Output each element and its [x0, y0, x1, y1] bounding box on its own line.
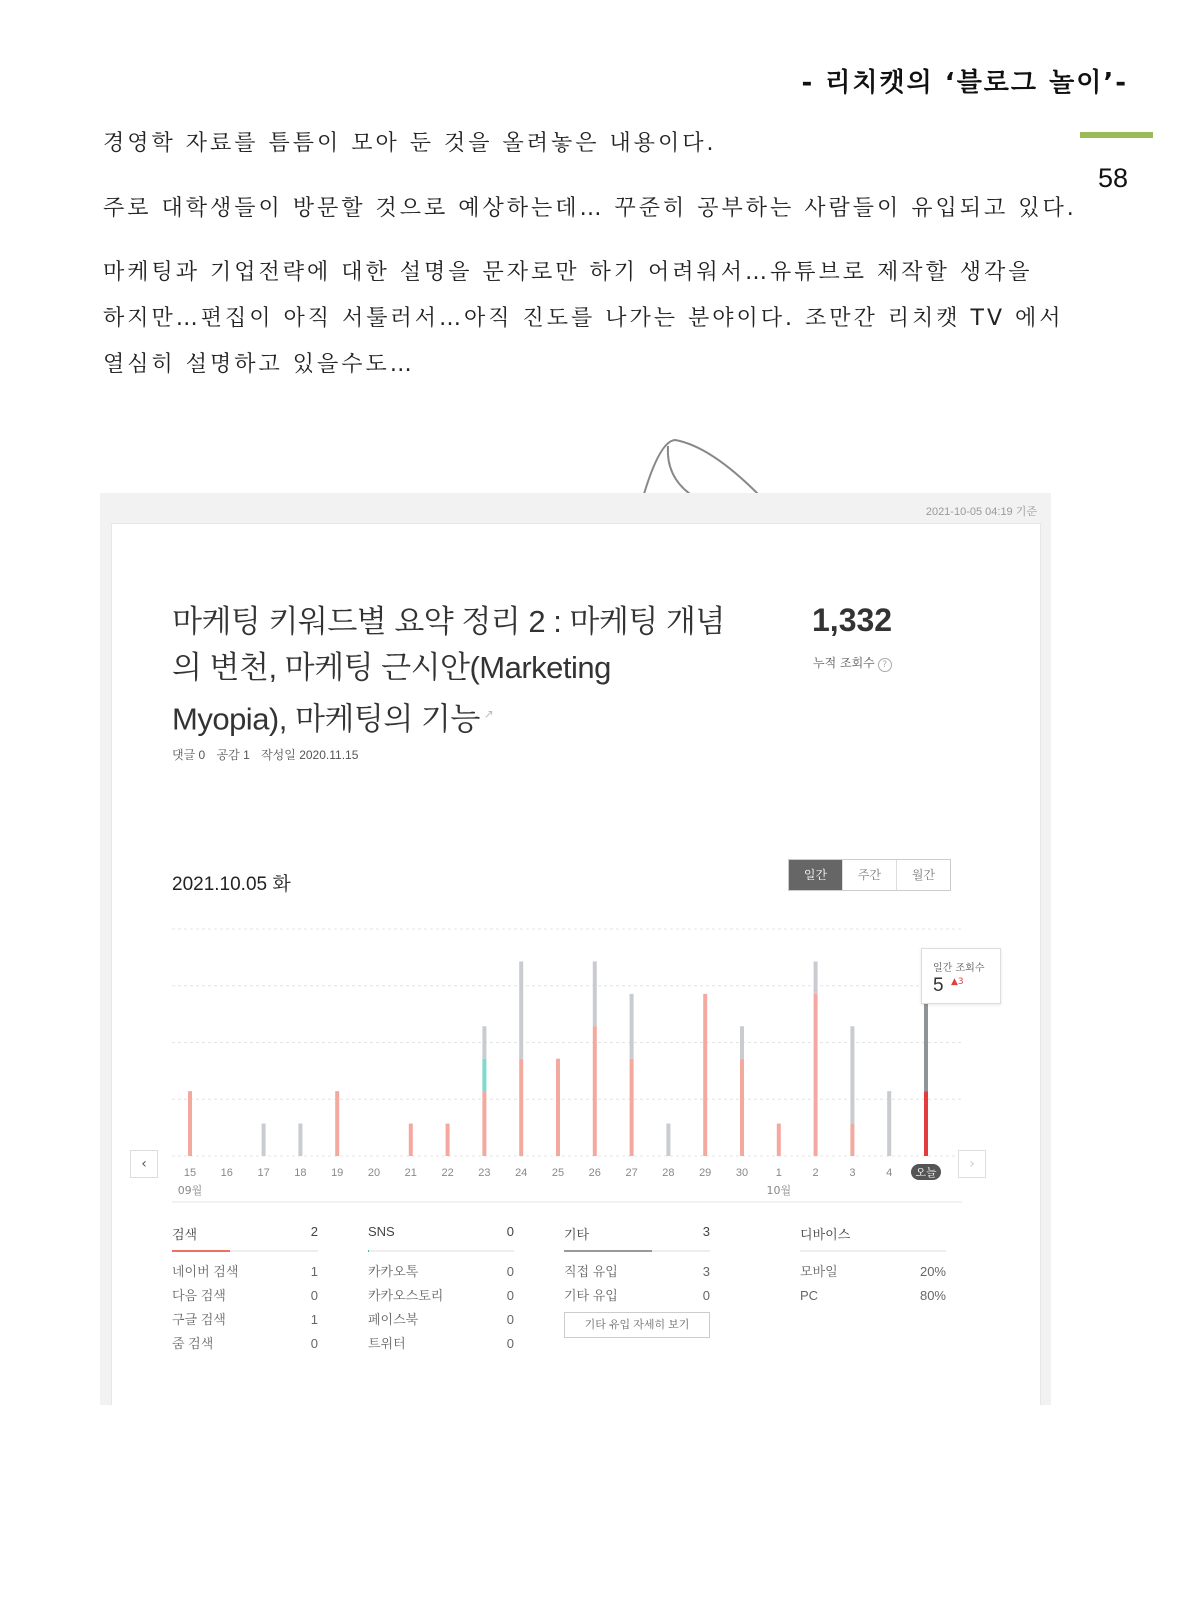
source-name: 기타 — [564, 1227, 590, 1242]
source-row — [368, 1284, 514, 1308]
chart-tick-label: 25 — [551, 1167, 565, 1179]
chart-bar — [814, 961, 818, 993]
source-share-bar — [368, 1250, 369, 1252]
chart-month-label: 10월 — [766, 1184, 792, 1197]
chart-bar — [482, 1091, 486, 1156]
source-row — [800, 1260, 946, 1284]
tab-weekly[interactable]: 주간 — [842, 860, 896, 890]
source-row-label: 줌 검색 — [172, 1336, 214, 1351]
source-row-label: 네이버 검색 — [172, 1264, 239, 1279]
chart-bar — [777, 1124, 781, 1156]
source-header — [172, 1224, 318, 1252]
chart-bar — [814, 994, 818, 1156]
chart-tick-label: 오늘 — [915, 1166, 937, 1179]
source-name: 디바이스 — [800, 1227, 851, 1242]
source-row-label: 기타 유입 — [564, 1288, 618, 1303]
source-total: 3 — [702, 1224, 710, 1239]
basis-time: 2021-10-05 04:19 기준 — [925, 506, 1037, 518]
chart-bar — [630, 994, 634, 1059]
total-views: 1,332 — [812, 602, 893, 638]
chart-next-button[interactable]: › — [958, 1150, 986, 1178]
source-row-value: 1 — [310, 1312, 318, 1327]
source-row — [368, 1308, 514, 1332]
source-name: SNS — [368, 1224, 395, 1239]
daily-views-chart — [112, 904, 1040, 1204]
post-title-text: 마케팅 키워드별 요약 정리 2 : 마케팅 개념의 변천, 마케팅 근시안(Marketing Myopia), 마케팅의 기능 — [172, 604, 725, 737]
chart-bar — [482, 1059, 486, 1091]
chart-bar — [335, 1091, 339, 1156]
source-column-4 — [800, 1224, 946, 1308]
chart-date: 2021.10.05 화 — [172, 874, 291, 895]
chart-tick-label: 30 — [735, 1167, 749, 1179]
source-row-value: 20% — [919, 1264, 946, 1279]
source-column-2 — [368, 1224, 514, 1356]
source-row — [368, 1332, 514, 1356]
source-row-value: 80% — [919, 1288, 946, 1303]
source-row — [172, 1308, 318, 1332]
total-views-label-text: 누적 조회수 — [813, 656, 875, 670]
chart-bar — [298, 1124, 302, 1156]
source-header — [368, 1224, 514, 1252]
chart-bar — [740, 1026, 744, 1058]
chart-bar — [850, 1124, 854, 1156]
header-title: - 리치캣의 ‘블로그 놀이’- — [801, 68, 1128, 98]
paragraph-1: 경영학 자료를 틈틈이 모아 둔 것을 올려놓은 내용이다. — [103, 131, 717, 156]
help-icon[interactable]: ? — [878, 658, 892, 672]
source-row-label: 카카오스토리 — [368, 1288, 444, 1303]
chart-tick-label: 21 — [404, 1167, 417, 1179]
cat-ear-doodle-icon — [640, 436, 770, 496]
chart-bar — [703, 994, 707, 1156]
paragraph-2: 주로 대학생들이 방문할 것으로 예상하는데… 꾸준히 공부하는 사람들이 유입되고 있다. — [103, 196, 1077, 221]
paragraph-3-line-2: 하지만…편집이 아직 서툴러서…아직 진도를 나가는 분야이다. 조만간 리치캣 TV 에서 — [103, 306, 1064, 331]
source-share-bar — [564, 1250, 652, 1252]
chart-tick-label: 26 — [588, 1167, 601, 1179]
source-header — [564, 1224, 710, 1252]
source-row-label: 모바일 — [800, 1264, 838, 1279]
post-meta — [172, 746, 366, 763]
chart-bar — [740, 1059, 744, 1156]
chart-bar — [519, 961, 523, 1058]
chart-tick-label: 4 — [886, 1167, 893, 1179]
chart-bar — [850, 1026, 854, 1123]
post-date: 작성일 2020.11.15 — [261, 748, 359, 762]
period-tabs — [788, 859, 951, 891]
chart-bar — [482, 1026, 486, 1058]
tooltip-value: 5 — [933, 975, 944, 996]
source-name: 검색 — [172, 1227, 198, 1242]
chart-bar — [188, 1091, 192, 1156]
source-row-label: 카카오톡 — [368, 1264, 419, 1279]
source-row-label: PC — [800, 1288, 819, 1303]
chart-tick-label: 20 — [367, 1167, 381, 1179]
source-row-label: 직접 유입 — [564, 1264, 618, 1279]
chart-tick-label: 22 — [441, 1167, 454, 1179]
source-row-value: 1 — [310, 1264, 318, 1279]
paragraph-3-line-1: 마케팅과 기업전략에 대한 설명을 문자로만 하기 어려워서…유튜브로 제작할 생각을 — [103, 260, 1033, 285]
chart-bar — [446, 1124, 450, 1156]
source-row-value: 3 — [702, 1264, 710, 1279]
chart-tick-label: 29 — [699, 1167, 712, 1179]
chart-bar — [887, 1091, 891, 1156]
chart-tick-label: 16 — [220, 1167, 233, 1179]
comment-count: 댓글 0 — [172, 748, 206, 762]
chart-tick-label: 15 — [183, 1167, 197, 1179]
source-row — [172, 1332, 318, 1356]
post-title[interactable] — [172, 599, 732, 742]
chart-bar — [409, 1124, 413, 1156]
source-row-value: 0 — [506, 1288, 514, 1303]
tab-monthly[interactable]: 월간 — [896, 860, 950, 890]
tab-daily[interactable]: 일간 — [789, 860, 842, 890]
source-row — [800, 1284, 946, 1308]
external-link-icon[interactable]: ↗ — [483, 707, 494, 721]
other-inflow-detail-button[interactable]: 기타 유입 자세히 보기 — [564, 1312, 710, 1338]
chart-bar — [593, 961, 597, 1026]
chart-bar — [630, 1059, 634, 1156]
chart-tick-label: 3 — [849, 1167, 856, 1179]
blog-stats-screenshot — [100, 493, 1051, 1405]
page-number: 58 — [1098, 163, 1129, 193]
source-row-value: 0 — [310, 1336, 318, 1351]
source-total: 0 — [506, 1224, 514, 1239]
source-row-value: 0 — [506, 1312, 514, 1327]
source-row-value: 0 — [702, 1288, 710, 1303]
header-accent-bar — [1080, 132, 1153, 138]
chart-bar — [519, 1059, 523, 1156]
chart-tick-label: 2 — [812, 1167, 819, 1179]
chart-prev-button[interactable]: ‹ — [130, 1150, 158, 1178]
daily-views-tooltip — [921, 948, 1001, 1004]
source-row-label: 트위터 — [368, 1336, 406, 1351]
total-views-label — [813, 654, 892, 672]
chart-bar — [593, 1026, 597, 1156]
source-row-value: 0 — [310, 1288, 318, 1303]
tooltip-delta: ▲3 — [951, 977, 964, 987]
tooltip-label: 일간 조회수 — [933, 963, 985, 974]
chart-tick-label: 23 — [478, 1167, 491, 1179]
chart-bar — [666, 1124, 670, 1156]
source-header — [800, 1224, 946, 1252]
source-row-value: 0 — [506, 1264, 514, 1279]
source-column-3 — [564, 1224, 710, 1331]
chart-bar — [924, 1091, 928, 1156]
chart-tick-label: 18 — [294, 1167, 307, 1179]
chart-month-label: 09월 — [177, 1184, 203, 1197]
source-row-label: 구글 검색 — [172, 1312, 226, 1327]
source-row — [368, 1260, 514, 1284]
like-count: 공감 1 — [216, 748, 250, 762]
source-row — [564, 1284, 710, 1308]
source-row-label: 다음 검색 — [172, 1288, 226, 1303]
source-total: 2 — [310, 1224, 318, 1239]
chart-tick-label: 17 — [257, 1167, 270, 1179]
source-row-label: 페이스북 — [368, 1312, 419, 1327]
source-column-1 — [172, 1224, 318, 1356]
stats-card — [111, 523, 1041, 1405]
chart-bar — [556, 1059, 560, 1156]
chart-bar — [924, 994, 928, 1091]
chart-bar — [262, 1124, 266, 1156]
source-row — [172, 1284, 318, 1308]
paragraph-3-line-3: 열심히 설명하고 있을수도… — [103, 352, 415, 377]
chart-tick-label: 24 — [515, 1167, 528, 1179]
chart-tick-label: 19 — [331, 1167, 344, 1179]
source-row — [564, 1260, 710, 1284]
source-row — [172, 1260, 318, 1284]
chart-tick-label: 1 — [775, 1167, 782, 1179]
source-row-value: 0 — [506, 1336, 514, 1351]
chart-tick-label: 28 — [662, 1167, 675, 1179]
chart-tick-label: 27 — [625, 1167, 638, 1179]
source-share-bar — [172, 1250, 230, 1252]
